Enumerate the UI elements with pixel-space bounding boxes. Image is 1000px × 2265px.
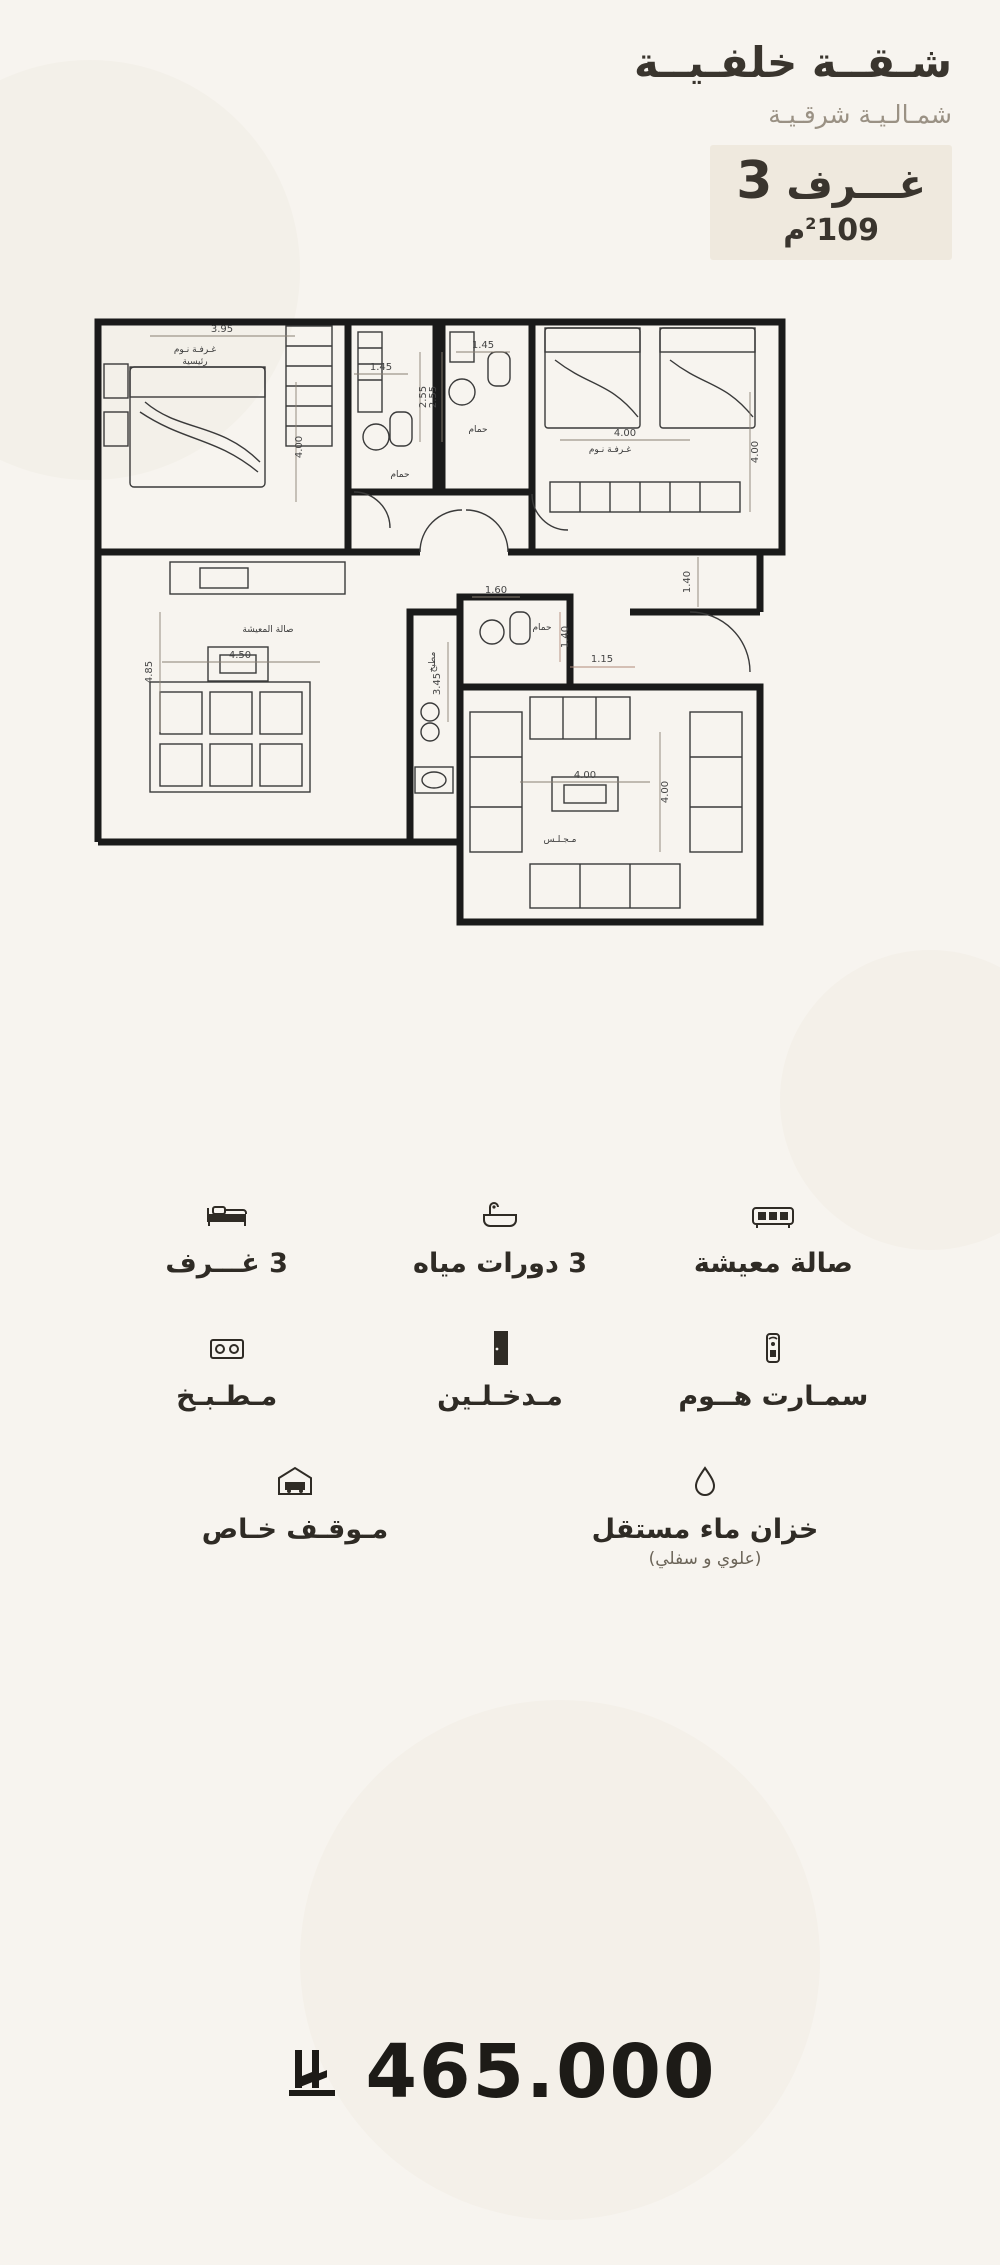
feature-water-tank [500,1458,910,1569]
svg-text:حمام: حمام [390,470,410,481]
area-value [736,213,926,248]
features-row-1 [90,1192,910,1279]
feature-living-room [637,1192,910,1279]
svg-text:2.55: 2.55 [418,386,429,409]
feature-sublabel: (علوي و سفلي) [648,1549,762,1570]
feature-label: خزان ماء مستقل [591,1514,819,1546]
svg-text:1.15: 1.15 [590,654,614,666]
svg-text:3.45: 3.45 [432,673,443,696]
feature-label: مـطـبـخ [176,1381,278,1413]
svg-text:2.55: 2.55 [428,386,439,409]
rooms-area-badge [710,145,952,260]
feature-label: صالة معيشة [693,1248,853,1280]
price-bar [0,2029,1000,2115]
feature-label: مـدخـلـين [437,1381,563,1413]
floor-plan-drawing [90,312,910,1132]
svg-text:3.95: 3.95 [210,324,234,336]
area-unit: 2 [805,214,817,234]
feature-label: مـوقـف خـاص [201,1514,389,1546]
header [0,0,1000,260]
svg-text:1.40: 1.40 [682,571,693,594]
garage-icon [90,1458,500,1504]
feature-label: 3 غـــرف [165,1248,288,1280]
smart-home-icon [637,1325,910,1371]
svg-text:4.00: 4.00 [613,428,637,440]
feature-label: 3 دورات مياه [413,1248,587,1280]
page-subtitle: شمـالـيـة شرقـيـة [768,100,952,130]
svg-text:4.85: 4.85 [144,661,155,684]
svg-text:4.00: 4.00 [294,436,305,459]
features-row-2 [90,1325,910,1412]
rooms-number: 3 [736,151,773,212]
svg-text:حمام: حمام [468,425,488,436]
water-tank-icon [500,1458,910,1504]
rooms-label: غـــرف [786,162,926,209]
feature-kitchen [90,1325,363,1412]
svg-text:4.00: 4.00 [573,770,597,782]
floor-plan [90,312,910,1132]
feature-bathrooms [363,1192,636,1279]
door-icon [363,1325,636,1371]
feature-label: سمـارت هــوم [678,1381,869,1413]
sofa-icon [637,1192,910,1238]
bathtub-icon [363,1192,636,1238]
svg-text:صالة المعيشة: صالة المعيشة [242,625,294,636]
rooms-count [736,151,926,212]
svg-text:مطبخ: مطبخ [428,651,438,673]
features-list [90,1192,910,1569]
saudi-riyal-icon [283,2040,347,2104]
svg-text:4.50: 4.50 [228,650,252,662]
area-number: 109م [783,213,879,249]
svg-text:حمام: حمام [532,623,552,634]
svg-text:1.45: 1.45 [369,362,393,374]
svg-text:4.00: 4.00 [750,441,761,464]
svg-text:غـرفـة نـوم: غـرفـة نـوم [588,445,632,456]
feature-smart-home [637,1325,910,1412]
svg-text:1.40: 1.40 [560,626,571,649]
price-amount: 465.000 [365,2029,717,2115]
feature-entrances [363,1325,636,1412]
svg-text:4.00: 4.00 [660,781,671,804]
svg-text:1.60: 1.60 [484,585,508,597]
feature-private-parking [90,1458,500,1545]
svg-text:مـجـلـس: مـجـلـس [543,835,577,846]
svg-text:1.45: 1.45 [471,340,495,352]
stove-icon [90,1325,363,1371]
page-title: شـقــة خلفـيــة [633,38,952,87]
features-row-3 [90,1458,910,1569]
bed-icon [90,1192,363,1238]
svg-text:غـرفـة نـوم: غـرفـة نـوم [173,345,217,356]
svg-text:رئيسية: رئيسية [182,357,208,368]
feature-rooms [90,1192,363,1279]
